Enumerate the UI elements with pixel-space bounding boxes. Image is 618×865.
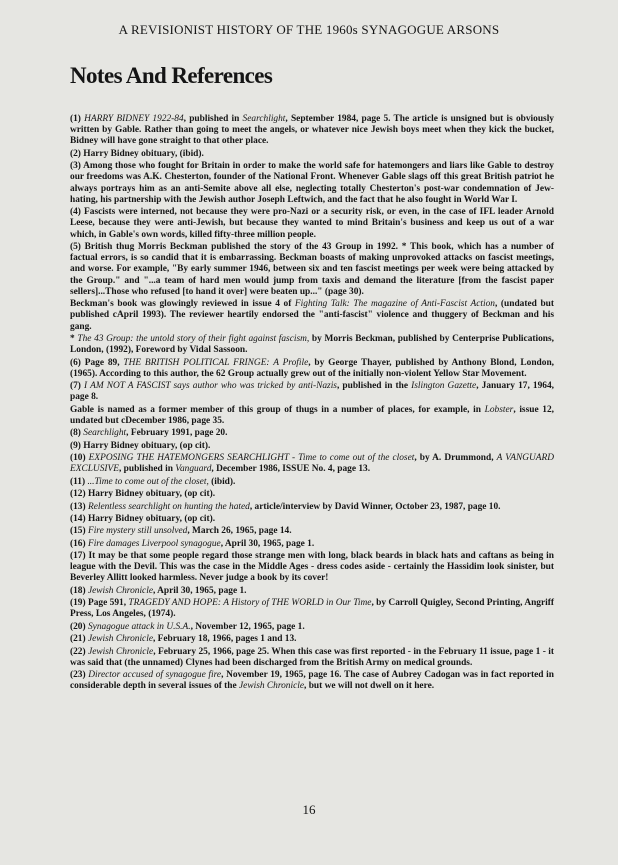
note-paragraph [70, 381, 554, 403]
note-text: (3) Among those who fought for Britain in order to make the world safe for hatemongers and liars like Gable to destroy our freedoms was A.K. Chesterton, founder of the National Front. Whenever Gable slags off this great British patriot he always portrays him as an anti-Semite above all else, neglecting totally Chesterton's post-war condemnation of Jew-hating, his partnership with the Jewish author Joseph Leftwich, and the fact that he also fought in World War I. [70, 161, 554, 205]
note-text: (5) British thug Morris Beckman published the story of the 43 Group in 1992. * This book, which has a number of factual errors, is so candid that it is embarrassing. Beckman boasts of making unprovoked attacks on fascist meetings, and worse. For example, "By early summer 1946, between six and ten fascist meetings per week were being attacked by the Group." and "...a team of hard men would jump from taxis and demand the literature [from the fascist paper sellers]...Those who refused [to hand it over] were beaten up..." (page 30). [70, 241, 554, 297]
note-paragraph [70, 149, 554, 160]
note-paragraph [70, 299, 554, 333]
note-italic-text: EXPOSING THE HATEMONGERS SEARCHLIGHT - Time to come out of the closet [88, 453, 415, 464]
note-italic-text: Jewish Chronicle [87, 585, 153, 596]
note-paragraph [70, 334, 554, 356]
note-text: , April 30, 1965, page 1. [152, 585, 247, 596]
note-text: by Morris Beckman, published by Centerprise Publications, London, (1992), Foreword by Vidal Sassoon. [70, 333, 555, 356]
page-number: 16 [302, 802, 316, 817]
note-text: (2) Harry Bidney obituary, (ibid). [70, 148, 204, 159]
running-head: A REVISIONIST HISTORY OF THE 1960s SYNAGOGUE ARSONS [118, 22, 500, 37]
note-italic-text: Islington Gazette [411, 381, 477, 392]
note-text: (7) [70, 381, 85, 392]
note-paragraph [70, 428, 554, 439]
note-text: (19) Page 591, [70, 598, 129, 609]
note-text: (15) [70, 526, 88, 537]
note-text: , December 1986, ISSUE No. 4, page 13. [211, 464, 371, 475]
note-text: , February 18, 1966, pages 1 and 13. [152, 634, 297, 645]
note-text: (4) Fascists were interned, not because they were pro-Nazi or a security risk, or even, in the case of IFL leader Arnold Leese, because they were anti-Jewish, but because they wanted to mind Britain's business and keep us out of a war which, in Gable's own words, killed fifty-three million people. [70, 207, 554, 240]
note-text: , January 17, 1964, page 8. [70, 381, 555, 403]
note-text: (14) Harry Bidney obituary, (op cit). [70, 513, 216, 524]
note-paragraph [70, 242, 554, 298]
note-paragraph [70, 634, 554, 645]
note-italic-text: Vanguard [175, 464, 212, 475]
note-text: (20) [70, 621, 88, 632]
note-text: , by Carroll Quigley, Second Printing, Angriff Press, Los Angeles, (1974). [70, 598, 555, 620]
note-text: , November 12, 1965, page 1. [190, 621, 305, 632]
page-title: Notes And References [70, 63, 273, 88]
note-italic-text: Lobster [484, 404, 514, 415]
note-paragraph [70, 441, 554, 452]
note-text: , April 30, 1965, page 1. [220, 538, 315, 549]
note-text: (18) [70, 585, 88, 596]
note-text: , by A. Drummond, [414, 453, 497, 464]
note-italic-text: Relentless searchlight on hunting the hated [87, 501, 250, 512]
note-italic-text: Synagogue attack in U.S.A. [87, 621, 191, 632]
note-text: , published in the [336, 381, 412, 392]
note-text: , March 26, 1965, page 14. [187, 526, 292, 537]
note-paragraph [70, 514, 554, 525]
note-text: (17) It may be that some people regard those strange men with long, black beards in black hats and caftans as being in league with the Devil. This was the case in the Middle Ages - dress codes aside - certainly the Hassidim look sinister, but Beverley Allitt looked harmless. Never judge a book by its cover! [70, 551, 554, 584]
note-text: (23) [70, 670, 89, 681]
note-italic-text: The 43 Group: the untold story of their fight against fascism, [77, 333, 310, 344]
note-italic-text: Fire mystery still unsolved [87, 526, 188, 537]
note-paragraph [70, 586, 554, 597]
note-paragraph [70, 539, 554, 550]
note-paragraph [70, 358, 554, 380]
note-italic-text: Director accused of synagogue fire [88, 670, 222, 681]
note-text: , (undated but published cApril 1993). The reviewer heartily endorsed the "anti-fascist" violence and thuggery of Beckman and his gang. [70, 299, 555, 332]
note-italic-text: TRAGEDY AND HOPE: A History of THE WORLD in Our Time [128, 598, 372, 609]
note-text: , but we will not dwell on it here. [304, 681, 435, 692]
note-text: (ibid). [208, 476, 236, 487]
note-italic-text: ...Time to come out of the closet, [87, 476, 209, 487]
note-text: , February 25, 1966, page 25. When this case was first reported - in the February 11 issue, page 1 - it was said that (the unnamed) Clynes had been discharged from the British Army on medical grounds. [70, 646, 555, 668]
note-paragraph [70, 551, 554, 585]
note-paragraph [70, 489, 554, 500]
note-italic-text: Searchlight [83, 428, 127, 439]
note-text: (8) [70, 428, 84, 439]
note-italic-text: Jewish Chronicle [87, 634, 153, 645]
note-paragraph [70, 405, 554, 427]
note-text: (16) [70, 538, 88, 549]
note-italic-text: Searchlight [242, 114, 286, 124]
note-paragraph [70, 207, 554, 241]
note-text: (1) [70, 114, 85, 124]
note-italic-text: Jewish Chronicle [239, 681, 305, 692]
note-text: * [70, 333, 78, 344]
note-text: , published in [183, 114, 243, 124]
note-text: (9) Harry Bidney obituary, (op cit). [70, 440, 211, 451]
note-paragraph [70, 502, 554, 513]
note-text: (6) Page 89, [70, 357, 124, 368]
note-text: (12) Harry Bidney obituary, (op cit). [70, 489, 216, 500]
note-paragraph [70, 670, 554, 692]
note-italic-text: THE BRITISH POLITICAL FRINGE: A Profile [123, 357, 309, 368]
note-italic-text: Jewish Chronicle [88, 646, 154, 657]
note-italic-text: HARRY BIDNEY 1922-84 [84, 114, 184, 124]
note-text: , February 1991, page 20. [126, 428, 228, 439]
note-text: , article/interview by David Winner, October 23, 1987, page 10. [249, 501, 501, 512]
note-paragraph [70, 526, 554, 537]
note-italic-text: A VANGUARD EXCLUSIVE [70, 453, 554, 475]
note-italic-text: Fire damages Liverpool synagogue [87, 538, 221, 549]
note-text: (21) [70, 634, 88, 645]
note-text: (11) [70, 476, 88, 487]
note-text: (13) [70, 501, 88, 512]
note-text: (22) [70, 646, 89, 657]
note-paragraph [70, 598, 554, 620]
note-text: Beckman's book was glowingly reviewed in issue 4 of [70, 299, 295, 310]
note-text: , issue 12, undated but cDecember 1986, page 35. [70, 404, 554, 426]
note-italic-text: Fighting Talk: The magazine of Anti-Fascist Action [294, 299, 495, 310]
note-text: , September 1984, page 5. The article is unsigned but is obviously written by Gable. Rather than going to meet the angels, or whatever nice Jewish boys meet when they kick the bucket, Bidney will have gone straight to that other place. [70, 114, 554, 147]
note-italic-text: I AM NOT A FASCIST says author who was tricked by anti-Nazis [84, 381, 337, 392]
note-paragraph [70, 161, 554, 206]
notes-list [70, 114, 554, 694]
note-text: Gable is named as a former member of this group of thugs in a number of places, for example, in [70, 404, 485, 415]
note-text: (10) [70, 453, 89, 464]
note-paragraph [70, 477, 554, 488]
note-paragraph [70, 453, 554, 475]
note-paragraph [70, 622, 554, 633]
note-text: , November 19, 1965, page 16. The case of Aubrey Cadogan was in fact reported in considerable depth in several issues of the [70, 670, 554, 692]
note-text: , by George Thayer, published by Anthony Blond, London, (1965). According to this author, the 62 Group actually grew out of the initially non-violent Yellow Star Movement. [70, 357, 554, 379]
note-text: , published in [118, 464, 176, 475]
note-paragraph [70, 114, 554, 148]
note-paragraph [70, 647, 554, 669]
